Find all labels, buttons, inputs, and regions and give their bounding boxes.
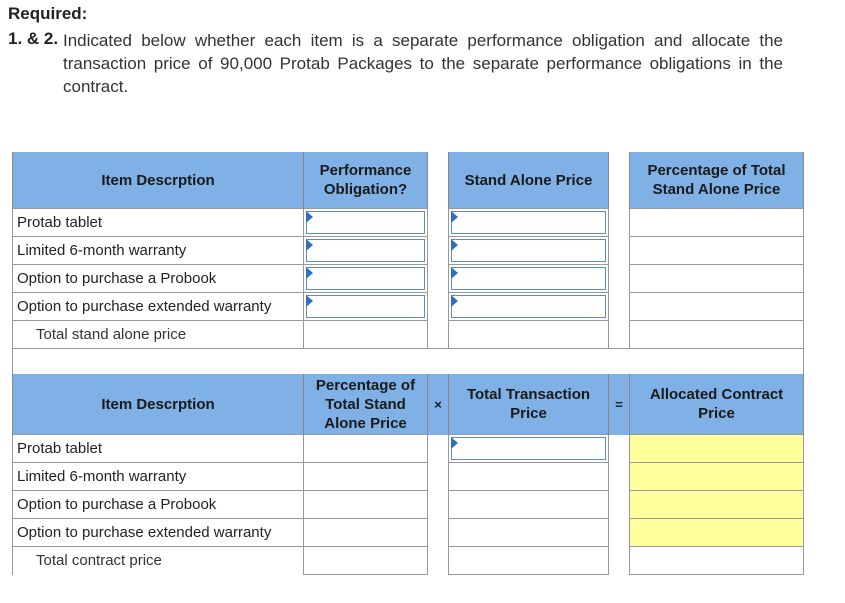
stand-alone-price-input[interactable] <box>449 265 609 293</box>
percentage-cell <box>304 463 428 491</box>
requirement-number: 1. & 2. <box>8 29 59 48</box>
total-cell <box>304 321 428 349</box>
percentage-cell <box>630 265 804 293</box>
row-label: Option to purchase extended warranty <box>13 519 304 547</box>
total-stand-alone-label: Total stand alone price <box>13 321 304 349</box>
header-item-description: Item Descrption <box>13 374 304 435</box>
row-label: Limited 6-month warranty <box>13 237 304 265</box>
equals-symbol: = <box>609 374 630 435</box>
percentage-cell <box>304 435 428 463</box>
header-percentage-total: Percentage of Total Stand Alone Price <box>630 152 804 209</box>
percentage-cell <box>630 209 804 237</box>
header-gap <box>609 152 630 209</box>
stand-alone-price-input[interactable] <box>449 209 609 237</box>
requirement-text: Indicated below whether each item is a separate performance obligation and allocate the transaction price of 90,000 Protab Packages to the separate performance obligations in the contract. <box>63 31 783 96</box>
header-stand-alone-price: Stand Alone Price <box>449 152 609 209</box>
performance-obligation-dropdown[interactable] <box>304 237 428 265</box>
spacer-row <box>13 349 804 377</box>
allocated-price-cell <box>630 491 804 519</box>
total-stand-alone-price-cell <box>449 321 609 349</box>
percentage-cell <box>304 491 428 519</box>
transaction-price-cell <box>449 491 609 519</box>
allocated-price-cell <box>630 519 804 547</box>
stand-alone-price-input[interactable] <box>449 293 609 321</box>
total-percentage-cell <box>630 321 804 349</box>
allocated-price-cell <box>630 463 804 491</box>
header-total-transaction-price: Total Transaction Price <box>449 374 609 435</box>
row-label: Option to purchase a Probook <box>13 265 304 293</box>
required-heading: Required: <box>8 4 88 23</box>
percentage-cell <box>304 519 428 547</box>
header-percentage-total: Percentage of Total Stand Alone Price <box>304 374 428 435</box>
total-cell <box>304 547 428 575</box>
transaction-price-cell <box>449 519 609 547</box>
total-transaction-cell <box>449 547 609 575</box>
total-contract-price-label: Total contract price <box>13 547 304 575</box>
transaction-price-cell <box>449 463 609 491</box>
performance-obligation-dropdown[interactable] <box>304 293 428 321</box>
row-label: Limited 6-month warranty <box>13 463 304 491</box>
header-gap <box>428 152 449 209</box>
header-allocated-contract-price: Allocated Contract Price <box>630 374 804 435</box>
total-allocated-cell <box>630 547 804 575</box>
row-label: Protab tablet <box>13 435 304 463</box>
allocated-price-cell <box>630 435 804 463</box>
stand-alone-price-table <box>12 152 804 377</box>
performance-obligation-dropdown[interactable] <box>304 265 428 293</box>
multiply-symbol: × <box>428 374 449 435</box>
header-performance-obligation: Performance Obligation? <box>304 152 428 209</box>
performance-obligation-dropdown[interactable] <box>304 209 428 237</box>
total-transaction-price-input[interactable] <box>449 435 609 463</box>
allocation-table <box>12 374 804 575</box>
header-item-description: Item Descrption <box>13 152 304 209</box>
percentage-cell <box>630 237 804 265</box>
stand-alone-price-input[interactable] <box>449 237 609 265</box>
row-label: Option to purchase extended warranty <box>13 293 304 321</box>
percentage-cell <box>630 293 804 321</box>
row-label: Option to purchase a Probook <box>13 491 304 519</box>
row-label: Protab tablet <box>13 209 304 237</box>
